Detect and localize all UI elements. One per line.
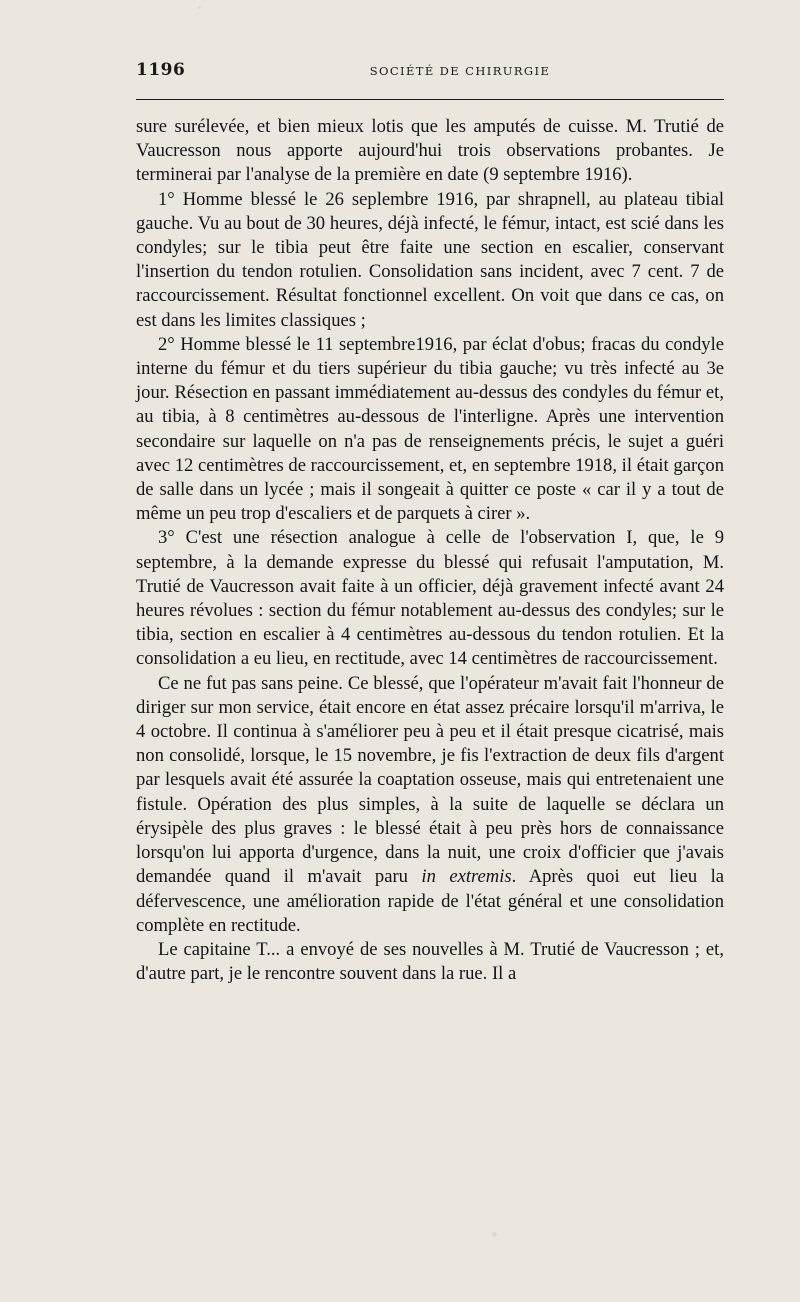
paragraph-recovery xyxy=(136,672,724,938)
paragraph-observation-2: 2° Homme blessé le 11 septembre1916, par éclat d'obus; fracas du condyle interne du fémur et du tiers supérieur du tibia gauche; vu très infecté au 3e jour. Résection en passant immédiatement au-dessus des condyles du fémur et, au tibia, à 8 centimètres au-dessous de l'interligne. Après une intervention secondaire sur laquelle on n'a pas de renseignements précis, le sujet a guéri avec 12 centimètres de raccourcissement, et, en septembre 1918, il était garçon de salle dans un lycée ; mais il songeait à quitter ce poste « car il y a tout de même un peu trop d'escaliers et de parquets à cirer ». xyxy=(136,333,724,525)
paragraph-continuation: sure surélevée, et bien mieux lotis que les amputés de cuisse. M. Trutié de Vaucresson nous apporte aujourd'hui trois observations probantes. Je terminerai par l'analyse de la première en date (9 septembre 1916). xyxy=(136,116,724,186)
ink-speck xyxy=(492,1232,497,1237)
running-title: SOCIÉTÉ DE CHIRURGIE xyxy=(369,64,551,78)
page-header xyxy=(136,58,724,88)
paragraph-observation-1: 1° Homme blessé le 26 seplembre 1916, par shrapnell, au plateau tibial gauche. Vu au bout de 30 heures, déjà infecté, le fémur, intact, est scié dans les condyles; sur le tibia peut être faite une section en escalier, conservant l'insertion du tendon rotulien. Consolidation sans incident, avec 7 cent. 7 de raccourcissement. Résultat fonctionnel excellent. On voit que dans ce cas, on est dans les limites classiques ; xyxy=(136,188,724,331)
page-number: 1196 xyxy=(136,60,186,80)
ink-speck xyxy=(198,6,201,9)
recovery-text-part-2: . Après quoi eut lieu la défervescence, une amélioration rapide de l'état général et une consolidation complète en rectitude. xyxy=(136,866,724,936)
italic-phrase: in extremis xyxy=(421,866,512,888)
recovery-text-part-1: Ce ne fut pas sans peine. Ce blessé, que l'opérateur m'avait fait l'honneur de diriger sur mon service, était encore en état assez précaire lorsqu'il m'arriva, le 4 octobre. Il continua à s'améliorer peu à peu et il était presque cicatrisé, mais non consolidé, lorsque, le 15 novembre, je fis l'extraction de deux fils d'argent par lesquels avait été assurée la coaptation osseuse, mais qui entretenaient une fistule. Opération des plus simples, à la suite de laquelle se déclara un érysipèle des plus graves : le blessé était à peu près hors de connaissance lorsqu'on lui apporta d'urgence, dans la nuit, une croix d'officier que j'avais demandée quand il m'avait paru xyxy=(136,672,724,888)
paragraph-observation-3: 3° C'est une résection analogue à celle de l'observation I, que, le 9 septembre, à la demande expresse du blessé qui refusait l'amputation, M. Trutié de Vaucresson avait faite à un officier, déjà gravement infecté avant 24 heures révolues : section du fémur notablement au-dessus des condyles; sur le tibia, section en escalier à 4 centimètres au-dessous du tendon rotulien. Et la consolidation a eu lieu, en rectitude, avec 14 centimètres de raccourcissement. xyxy=(136,527,724,670)
paragraph-captain: Le capitaine T... a envoyé de ses nouvelles à M. Trutié de Vaucresson ; et, d'autre part, je le rencontre souvent dans la rue. Il a xyxy=(136,938,724,985)
body-text xyxy=(136,115,724,986)
header-rule xyxy=(136,99,724,100)
